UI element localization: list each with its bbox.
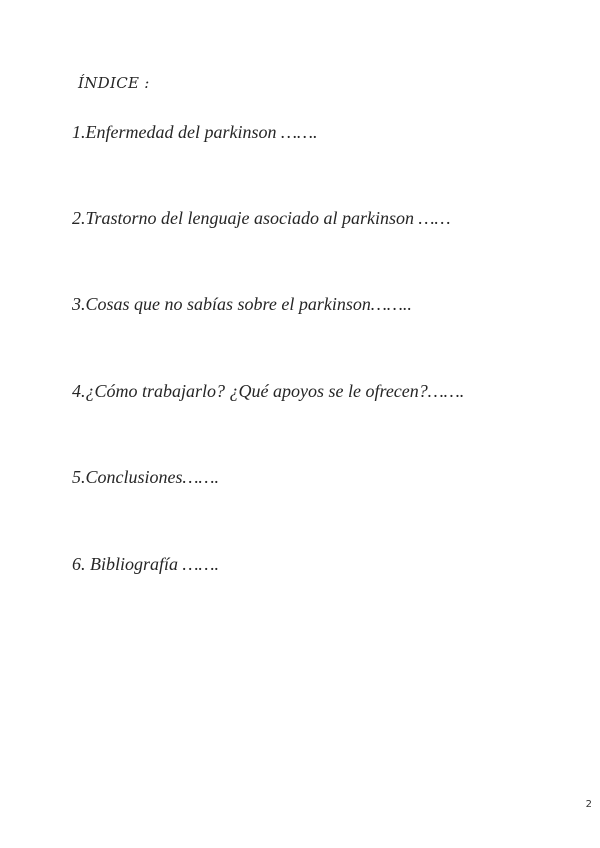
toc-item-6: 6. Bibliografía ……. [72, 554, 220, 574]
toc-item-3: 3.Cosas que no sabías sobre el parkinson…….. [72, 294, 412, 314]
toc-item-2: 2.Trastorno del lenguaje asociado al parkinson …… [72, 208, 451, 228]
toc-item-4: 4.¿Cómo trabajarlo? ¿Qué apoyos se le ofrecen?……. [72, 381, 465, 401]
index-heading: ÍNDICE : [78, 74, 150, 92]
toc-item-5: 5.Conclusiones……. [72, 467, 220, 487]
page-number: 2 [585, 799, 592, 810]
toc-item-1: 1.Enfermedad del parkinson ……. [72, 122, 318, 142]
